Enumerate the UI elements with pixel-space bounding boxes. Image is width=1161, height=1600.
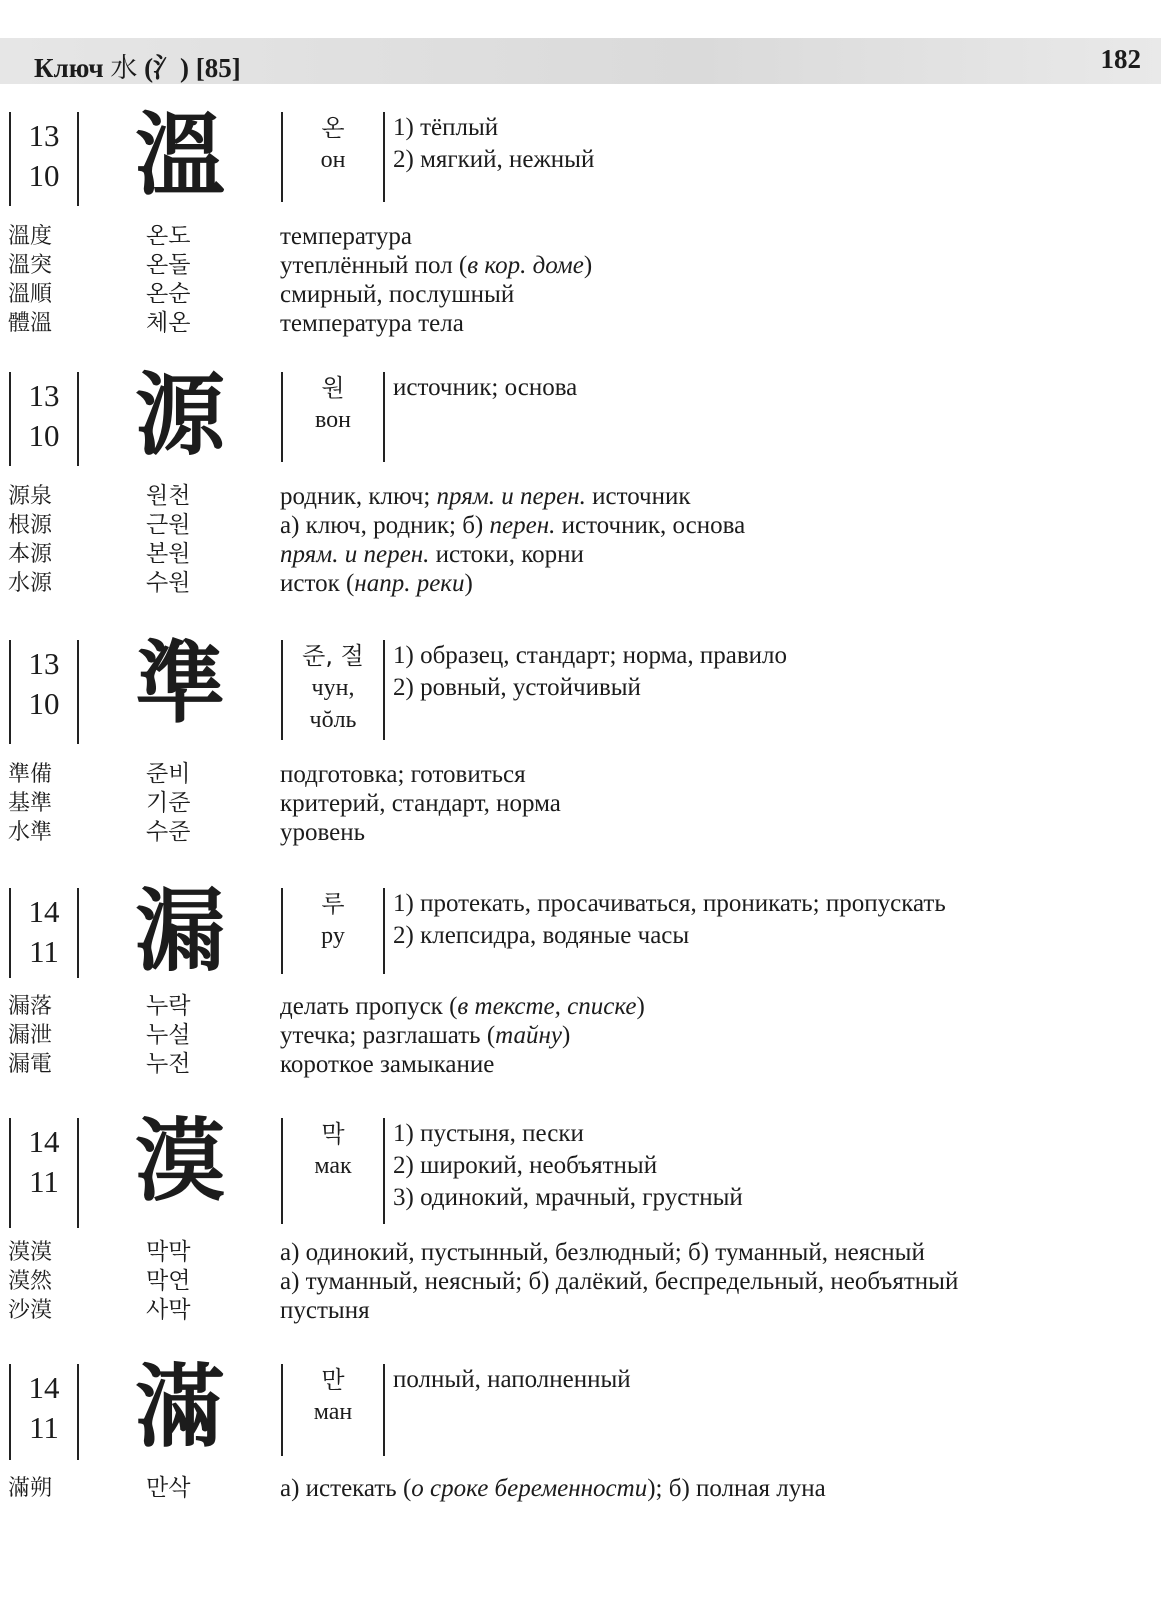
meaning-italic: тайну [495,1022,563,1049]
cyrillic-reading: мак [314,1153,352,1179]
definitions [393,372,1133,404]
compound-korean: 원천 [146,483,191,509]
meaning-italic: прям. и перен. [436,483,586,510]
compound-hanja: 溫順 [8,282,53,307]
korean-reading: 준, 절 [302,642,364,670]
definitions [393,1364,1133,1396]
compound-row [0,569,1161,598]
compound-hanja: 基準 [8,791,53,816]
compound-row [0,1296,1161,1325]
compound-hanja: 沙漠 [8,1298,53,1323]
headword-hanja: 準 [135,631,225,736]
compound-meaning [280,511,745,540]
meaning-text: утеплённый пол ( [280,252,468,279]
section-title [34,46,241,85]
title-radical: 水 [110,53,138,83]
compound-hanja: 溫突 [8,253,53,278]
definition: 1) протекать, просачиваться, проникать; пропускать [393,890,946,917]
stroke-rest: 11 [29,934,59,969]
compound-korean: 막연 [146,1268,191,1294]
stroke-rest: 10 [28,686,60,721]
compound-row [0,1021,1161,1050]
compound-meaning [280,1238,925,1267]
compound-meaning [280,222,412,251]
compound-list [0,222,1161,338]
stroke-total: 14 [28,894,60,929]
definitions [393,640,1133,704]
compound-meaning [280,1267,958,1296]
meaning-text: критерий, стандарт, норма [280,790,561,817]
reading-box [281,372,385,462]
meaning-text: ) [562,1022,571,1049]
compound-meaning [280,789,561,818]
korean-reading: 원 [321,374,345,402]
definition: 2) широкий, необъятный [393,1152,658,1179]
cyrillic-reading-2: чŏль [309,707,357,733]
compound-meaning [280,309,464,338]
definition: источник; основа [393,374,578,401]
meaning-italic: в тексте, списке [457,993,637,1020]
korean-reading: 막 [321,1120,345,1148]
meaning-text: уровень [280,819,366,846]
compound-hanja: 漏電 [8,1052,53,1077]
cyrillic-reading: вон [314,407,351,433]
cyrillic-reading: ру [321,923,345,949]
meaning-text: пустыня [280,1297,370,1324]
compound-hanja: 體溫 [8,311,53,336]
compound-korean: 누락 [146,993,191,1019]
meaning-text: короткое замыкание [280,1051,495,1078]
korean-reading: 만 [321,1366,345,1394]
page-header [0,38,1161,84]
meaning-text: исток ( [280,570,355,597]
meaning-text: а) туманный, неясный; б) далёкий, беспредельный, необъятный [280,1268,959,1295]
stroke-rest: 11 [29,1164,59,1199]
meaning-text: а) истекать ( [280,1475,412,1502]
meaning-text: источник [585,483,691,510]
compound-list [0,1474,1161,1503]
compound-meaning [280,569,473,598]
stroke-total: 14 [28,1370,60,1405]
stroke-rest: 11 [29,1410,59,1445]
compound-korean: 본원 [146,541,191,567]
title-prefix: Ключ [34,53,104,83]
compound-row [0,1267,1161,1296]
compound-hanja: 水源 [8,571,53,596]
meaning-text: температура тела [280,310,464,337]
compound-korean: 온순 [146,281,191,307]
reading-box [281,640,385,740]
headword-hanja: 溫 [135,103,225,208]
definition: 2) ровный, устойчивый [393,674,641,701]
compound-row [0,540,1161,569]
definition: 1) пустыня, пески [393,1120,584,1147]
meaning-text: истоки, корни [429,541,584,568]
definition: 2) клепсидра, водяные часы [393,922,690,949]
compound-list [0,1238,1161,1325]
definition: 1) тёплый [393,114,499,141]
compound-meaning [280,992,645,1021]
compound-korean: 만삭 [146,1475,191,1501]
definition: 2) мягкий, нежный [393,146,595,173]
meaning-italic: напр. реки [354,570,465,597]
headword-hanja: 源 [135,363,225,468]
headword-hanja: 漠 [135,1109,225,1214]
meaning-text: родник, ключ; [280,483,437,510]
meaning-italic: перен. [489,512,556,539]
stroke-rest: 10 [28,418,60,453]
compound-row [0,222,1161,251]
compound-list [0,992,1161,1079]
stroke-count-box [9,372,79,466]
stroke-total: 13 [28,646,60,681]
meaning-text: источник, основа [555,512,746,539]
compound-korean: 막막 [146,1239,191,1265]
compound-meaning [280,251,592,280]
reading-box [281,1364,385,1456]
stroke-total: 13 [28,118,60,153]
compound-meaning [280,280,514,309]
compound-korean: 체온 [146,310,191,336]
compound-row [0,280,1161,309]
meaning-text: а) одинокий, пустынный, безлюдный; б) туманный, неясный [280,1239,925,1266]
compound-meaning [280,1050,494,1079]
definitions [393,888,1133,952]
compound-row [0,789,1161,818]
definition: 1) образец, стандарт; норма, правило [393,642,788,669]
compound-hanja: 準備 [8,762,53,787]
compound-hanja: 漏泄 [8,1023,53,1048]
headword-hanja: 滿 [135,1355,225,1460]
compound-list [0,760,1161,847]
compound-hanja: 溫度 [8,224,53,249]
meaning-text: а) ключ, родник; б) [280,512,490,539]
definition: 3) одинокий, мрачный, грустный [393,1184,743,1211]
compound-row [0,251,1161,280]
meaning-text: ); б) полная луна [647,1475,826,1502]
headword-hanja: 漏 [135,879,225,984]
compound-korean: 온도 [146,223,191,249]
compound-korean: 수원 [146,570,191,596]
compound-hanja: 本源 [8,542,53,567]
compound-meaning [280,1474,826,1503]
definition: полный, наполненный [393,1366,631,1393]
compound-row [0,511,1161,540]
meaning-text: утечка; разглашать ( [280,1022,496,1049]
meaning-text: делать пропуск ( [280,993,458,1020]
stroke-total: 13 [28,378,60,413]
stroke-count-box [9,112,79,206]
compound-meaning [280,1296,370,1325]
definitions [393,1118,1133,1214]
korean-reading: 루 [321,890,345,918]
compound-korean: 근원 [146,512,191,538]
definitions [393,112,1133,176]
compound-row [0,760,1161,789]
compound-row [0,818,1161,847]
compound-meaning [280,1021,570,1050]
stroke-count-box [9,1364,79,1460]
stroke-count-box [9,888,79,978]
compound-korean: 준비 [146,761,191,787]
compound-meaning [280,482,691,511]
meaning-italic: о сроке беременности [411,1475,648,1502]
compound-row [0,309,1161,338]
compound-meaning [280,760,526,789]
stroke-count-box [9,1118,79,1228]
compound-hanja: 漏落 [8,994,53,1019]
meaning-text: ) [464,570,473,597]
compound-row [0,1050,1161,1079]
compound-meaning [280,540,584,569]
compound-row [0,992,1161,1021]
stroke-count-box [9,640,79,744]
reading-box [281,888,385,974]
compound-korean: 누전 [146,1051,191,1077]
compound-korean: 누설 [146,1022,191,1048]
compound-hanja: 滿朔 [8,1476,53,1501]
meaning-italic: в кор. доме [467,252,584,279]
compound-list [0,482,1161,598]
meaning-text: подготовка; готовиться [280,761,526,788]
meaning-italic: прям. и перен. [280,541,430,568]
reading-box [281,112,385,202]
compound-hanja: 根源 [8,513,53,538]
compound-korean: 수준 [146,819,191,845]
compound-row [0,482,1161,511]
compound-hanja: 漠漠 [8,1240,53,1265]
compound-korean: 사막 [146,1297,191,1323]
cyrillic-reading: чун, [311,675,355,701]
compound-korean: 온돌 [146,252,191,278]
compound-hanja: 源泉 [8,484,53,509]
korean-reading: 온 [321,114,345,142]
compound-korean: 기준 [146,790,191,816]
meaning-text: смирный, послушный [280,281,515,308]
compound-row [0,1474,1161,1503]
meaning-text: температура [280,223,412,250]
stroke-total: 14 [28,1124,60,1159]
meaning-text: ) [583,252,593,279]
compound-meaning [280,818,365,847]
title-rest: (氵) [85] [144,53,241,83]
compound-row [0,1238,1161,1267]
meaning-text: ) [636,993,645,1020]
cyrillic-reading: ман [313,1399,353,1425]
reading-box [281,1118,385,1224]
compound-hanja: 漠然 [8,1269,53,1294]
cyrillic-reading: он [320,147,346,173]
stroke-rest: 10 [28,158,60,193]
compound-hanja: 水準 [8,820,53,845]
page-number: 182 [1100,44,1141,74]
